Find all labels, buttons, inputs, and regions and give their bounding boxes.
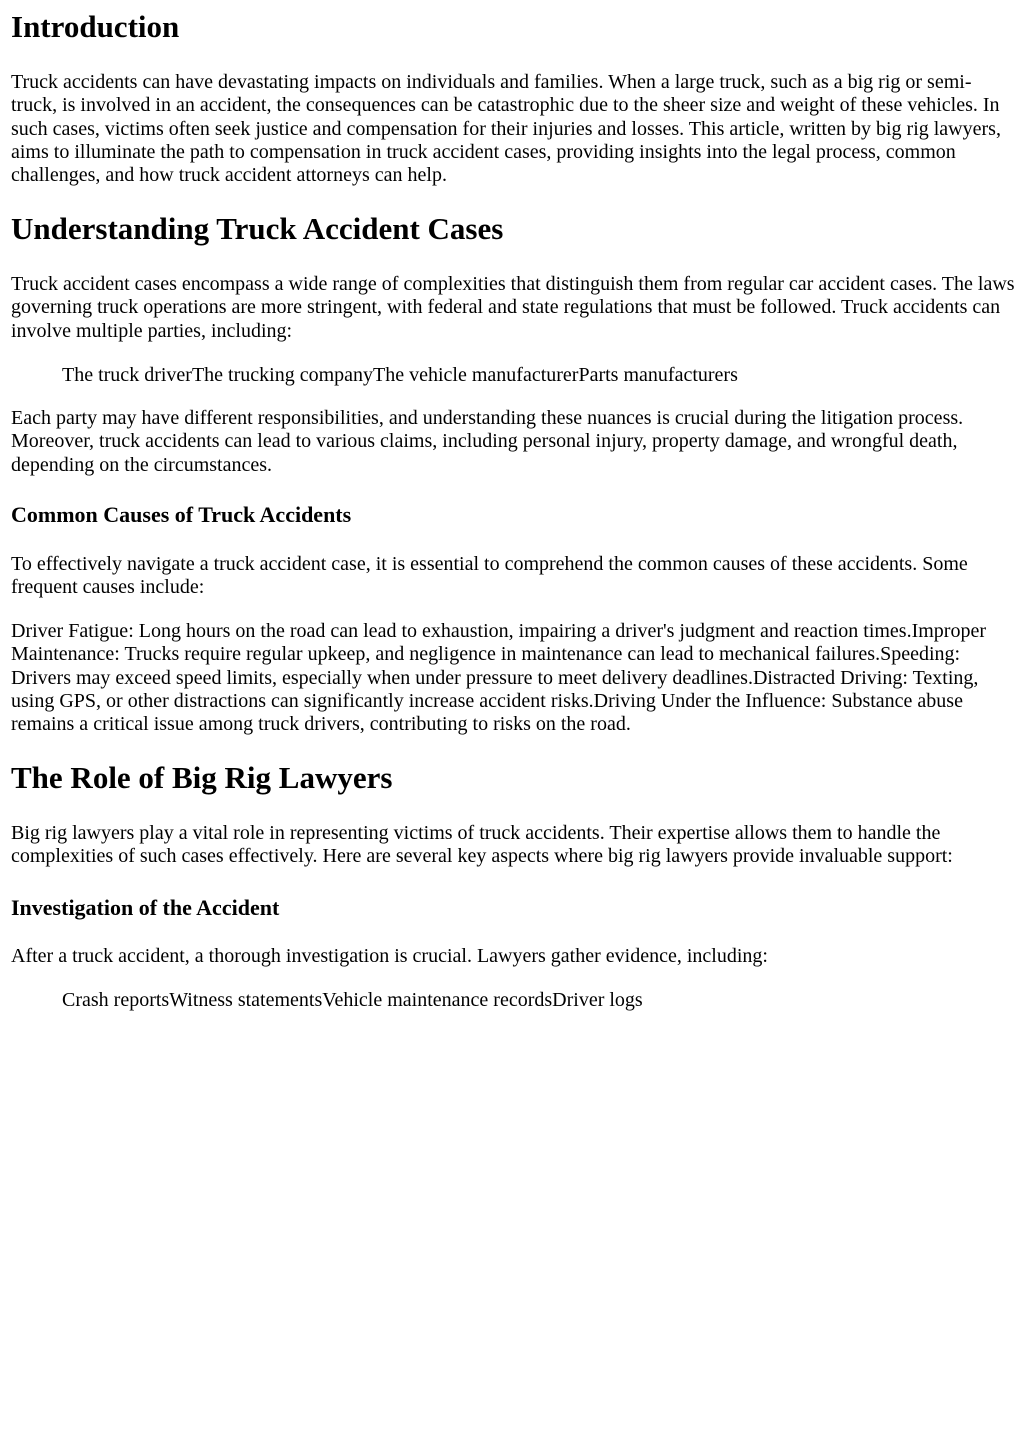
list-item: Parts manufacturers: [578, 364, 738, 386]
evidence-list: [62, 989, 643, 1012]
list-item: Vehicle maintenance records: [322, 989, 553, 1011]
list-item: The vehicle manufacturer: [373, 364, 579, 386]
role-paragraph: Big rig lawyers play a vital role in representing victims of truck accidents. Their expertise allows them to handle the complexities of such cases effectively. Here are several key aspects where big rig lawyers provide invaluable support:: [11, 822, 953, 868]
understanding-paragraph-2: Each party may have different responsibilities, and understanding these nuances is crucial during the litigation process. Moreover, truck accidents can lead to various claims, including personal injury, property damage, and wrongful death, depending on the circumstances.: [11, 407, 964, 476]
list-item: The trucking company: [191, 364, 374, 386]
investigation-paragraph: After a truck accident, a thorough investigation is crucial. Lawyers gather evidence, including:: [11, 945, 768, 967]
heading-understanding: Understanding Truck Accident Cases: [11, 211, 504, 246]
heading-role: The Role of Big Rig Lawyers: [11, 760, 393, 795]
causes-list: Driver Fatigue: Long hours on the road can lead to exhaustion, impairing a driver's judgment and reaction times.Improper Maintenance: Trucks require regular upkeep, and negligence in maintenance can lead to mechanical failures.Speeding: Drivers may exceed speed limits, especially when under pressure to meet delivery deadlines.Distracted Driving: Texting, using GPS, or other distractions can significantly increase accident risks.Driving Under the Influence: Substance abuse remains a critical issue among truck drivers, contributing to risks on the road.: [11, 620, 986, 736]
list-item: The truck driver: [62, 364, 192, 386]
list-item: Witness statements: [169, 989, 323, 1011]
causes-paragraph: To effectively navigate a truck accident case, it is essential to comprehend the common causes of these accidents. Some frequent causes include:: [11, 553, 968, 599]
heading-common-causes: Common Causes of Truck Accidents: [11, 502, 352, 527]
heading-introduction: Introduction: [11, 9, 180, 44]
list-item: Driver logs: [552, 989, 643, 1011]
list-item: Crash reports: [62, 989, 170, 1011]
heading-investigation: Investigation of the Accident: [11, 895, 280, 920]
understanding-paragraph: Truck accident cases encompass a wide range of complexities that distinguish them from regular car accident cases. The laws governing truck operations are more stringent, with federal and state regulations that must be followed. Truck accidents can involve multiple parties, including:: [11, 273, 1015, 342]
parties-list: [62, 364, 738, 387]
intro-paragraph: Truck accidents can have devastating impacts on individuals and families. When a large truck, such as a big rig or semi-truck, is involved in an accident, the consequences can be catastrophic due to the sheer size and weight of these vehicles. In such cases, victims often seek justice and compensation for their injuries and losses. This article, written by big rig lawyers, aims to illuminate the path to compensation in truck accident cases, providing insights into the legal process, common challenges, and how truck accident attorneys can help.: [11, 71, 1001, 187]
